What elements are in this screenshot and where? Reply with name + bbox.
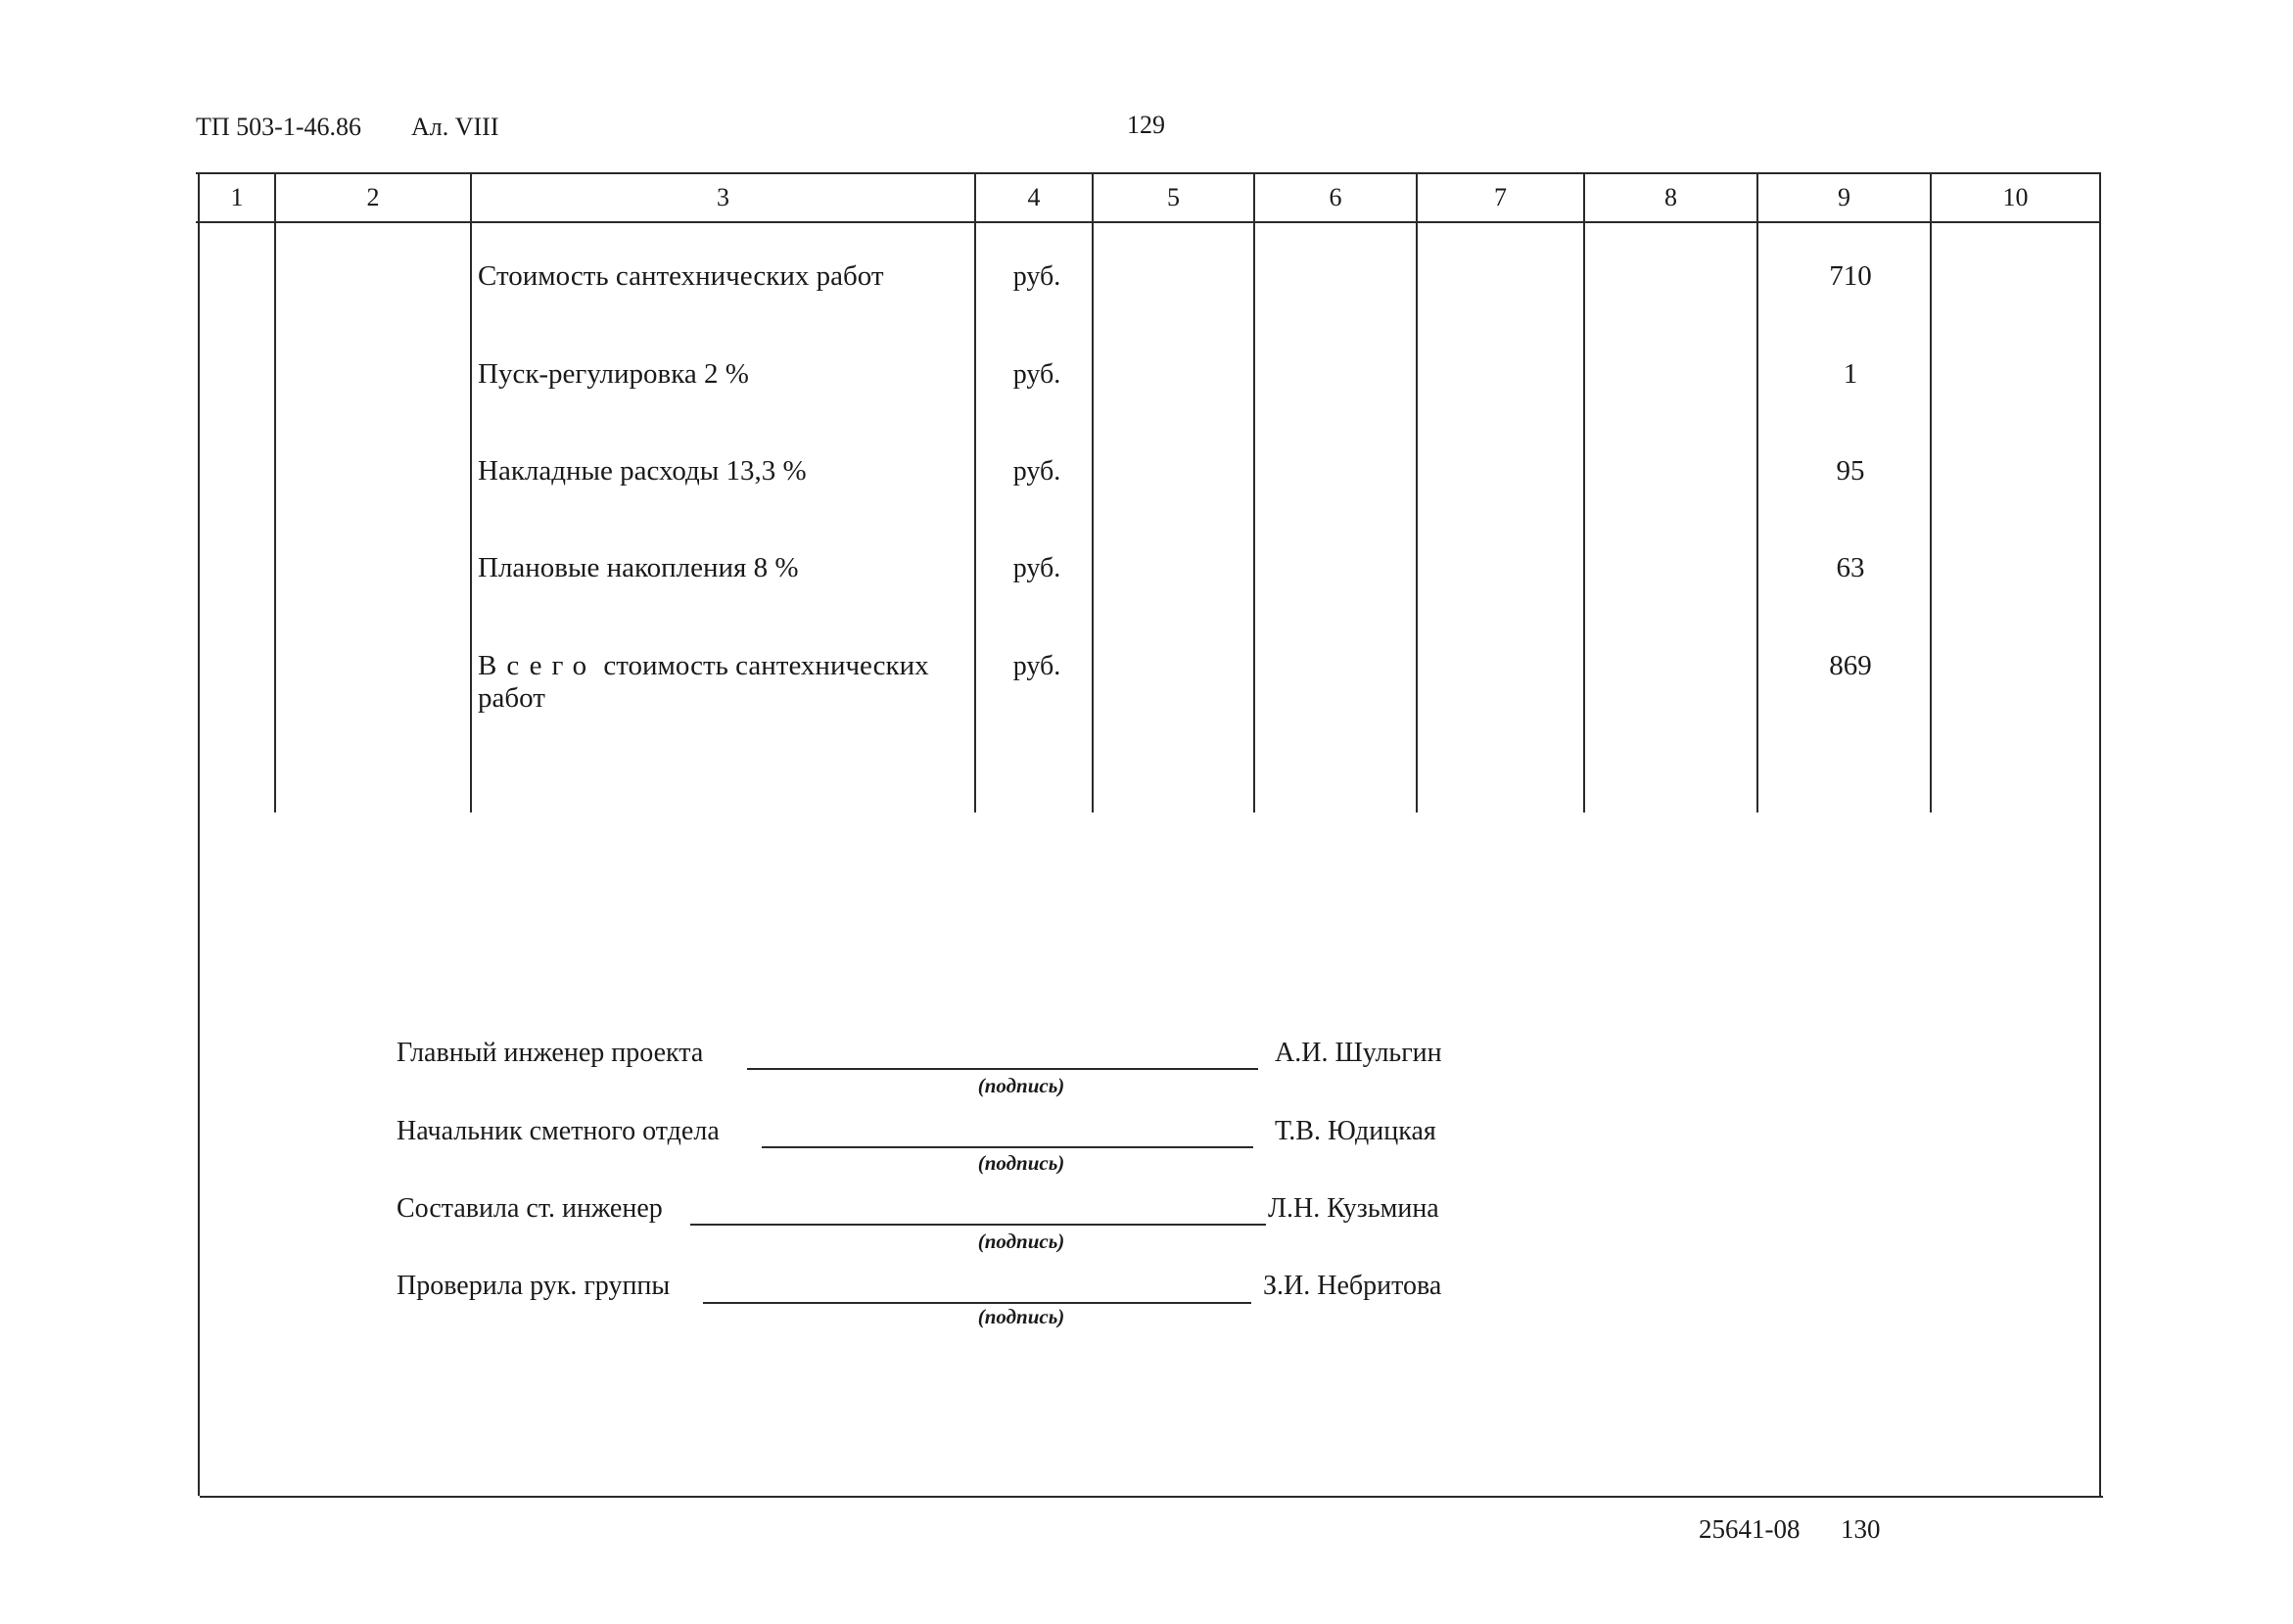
footer-code: 25641-08 [1699,1514,1801,1544]
total-value: 869 [1829,650,1872,681]
signature-line [747,1068,1258,1070]
column-number: 3 [717,183,729,211]
signature-name: Л.Н. Кузьмина [1268,1193,1439,1224]
column-divider [1253,172,1255,812]
signature-hint: (подпись) [977,1305,1065,1328]
column-number: 5 [1167,183,1180,211]
signature-hint: (подпись) [977,1230,1065,1253]
column-number: 4 [1027,183,1041,211]
column-divider [1756,172,1758,812]
signature-hint: (подпись) [977,1074,1065,1097]
column-number: 7 [1494,183,1507,211]
total-unit: руб. [1012,651,1061,681]
signature-hint: (подпись) [977,1151,1065,1175]
total-label: Всего [478,650,597,681]
footer [1699,1514,1881,1544]
signature-role: Проверила рук. группы [397,1271,671,1301]
row-value: 95 [1836,455,1865,487]
table-bottom-border [200,1496,2103,1498]
footer-page: 130 [1841,1514,1881,1544]
signature-role: Главный инженер проекта [397,1038,704,1068]
column-number: 2 [366,183,380,211]
row-description: Пуск-регулировка 2 % [478,358,749,390]
column-number: 9 [1838,183,1850,211]
row-description: Плановые накопления 8 % [478,552,799,583]
total-description [478,650,973,715]
header-row-border [196,221,2100,223]
signature-line [762,1146,1253,1148]
total-text: стоимость сантехнических работ [478,650,929,714]
column-number: 1 [230,183,244,211]
table-left-border [198,172,200,1496]
row-unit: руб. [1012,359,1061,390]
signature-role: Начальник сметного отдела [397,1116,720,1146]
table-top-border [196,172,2100,174]
row-unit: руб. [1012,553,1061,583]
column-divider [974,172,976,812]
column-divider [470,172,472,812]
row-description: Накладные расходы 13,3 % [478,455,807,487]
column-number: 8 [1664,183,1677,211]
signature-name: З.И. Небритова [1263,1271,1442,1301]
signature-line [703,1302,1251,1304]
signature-name: А.И. Шульгин [1275,1038,1442,1068]
row-value: 63 [1836,552,1865,583]
column-divider [1583,172,1585,812]
document-code: ТП 503-1-46.86 [196,113,361,141]
row-value: 1 [1843,358,1858,390]
row-unit: руб. [1012,261,1061,292]
signature-role: Составила ст. инженер [397,1193,663,1224]
column-divider [1416,172,1418,812]
column-number: 10 [2002,183,2029,211]
column-number: 6 [1329,183,1342,211]
page-number: 129 [1127,111,1165,139]
signature-name: Т.В. Юдицкая [1275,1116,1436,1146]
album-number: Ал. VIII [411,113,499,141]
table-right-border [2099,172,2101,1496]
signature-line [690,1224,1266,1226]
column-divider [274,172,276,812]
row-value: 710 [1829,260,1872,292]
row-unit: руб. [1012,456,1061,487]
row-description: Стоимость сантехнических работ [478,260,884,292]
